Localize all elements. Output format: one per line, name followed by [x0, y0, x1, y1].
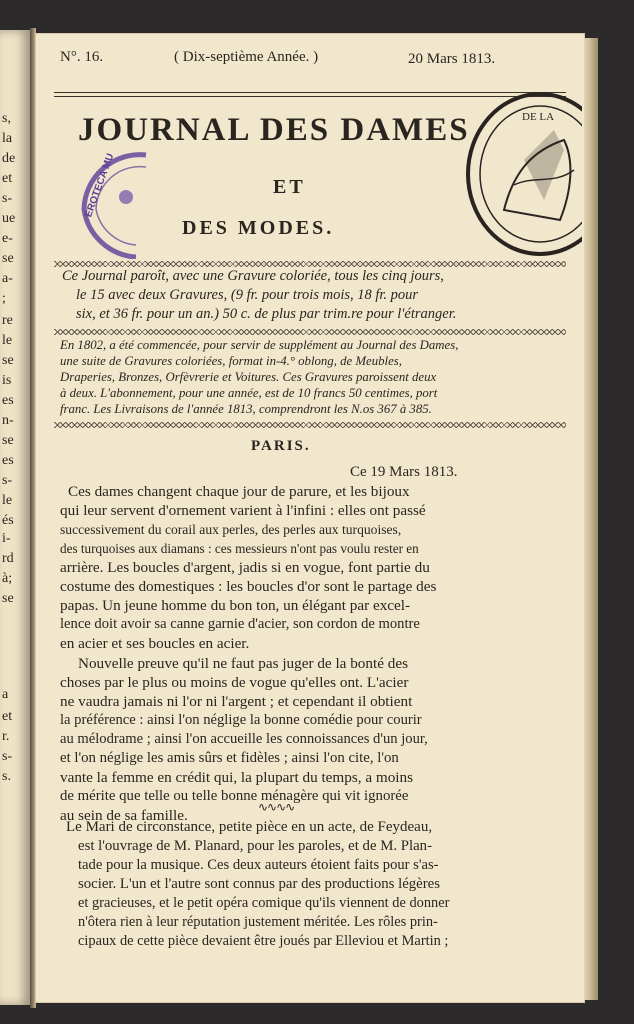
ornament-rule-3 — [54, 422, 566, 428]
article-line: n'ôtera rien à leur réputation justement méritée. Les rôles prin- — [78, 914, 438, 930]
supplement-line-3: Draperies, Bronzes, Orfèvrerie et Voitures. Ces Gravures paroissent deux — [60, 370, 437, 384]
facing-page-fragment: le — [2, 333, 13, 348]
facing-page-fragment: s, — [2, 111, 11, 126]
notice-line-2: le 15 avec deux Gravures, (9 fr. pour trois mois, 18 fr. pour — [76, 287, 419, 303]
article-line: qui leur servent d'ornement varient à l'infini : elles ont passé — [60, 502, 426, 519]
article-line: papas. Un jeune homme du bon ton, un élégant par excel- — [60, 597, 411, 614]
facing-page-fragment: s. — [2, 769, 11, 784]
facing-page-fragment: r. — [2, 729, 10, 744]
facing-page-fragment: ue — [2, 211, 16, 226]
supplement-line-2: une suite de Gravures coloriées, format in-4.° oblong, de Meubles, — [60, 354, 402, 368]
article-line: des turquoises aux diamans : ces messieurs n'ont pas voulu rester en — [60, 541, 419, 556]
article-line: successivement du corail aux perles, des perles aux turquoises, — [60, 522, 402, 537]
facing-page-fragment: s- — [2, 749, 13, 764]
facing-page-fragment: es — [2, 393, 14, 408]
article-line: est l'ouvrage de M. Planard, pour les paroles, et de M. Plan- — [78, 838, 433, 854]
article-line: socier. L'un et l'autre sont connus par des productions légères — [78, 876, 441, 892]
ornament-rule-1 — [54, 261, 566, 267]
masthead-conjunction: ET — [273, 176, 306, 198]
facing-page-fragment: n- — [2, 413, 14, 428]
page-edge — [584, 38, 598, 1000]
facing-page-fragment: is — [2, 373, 12, 388]
facing-page-fragment: a — [2, 687, 9, 702]
article-line: vante la femme en crédit qui, la plupart du temps, a moins — [60, 769, 414, 786]
issue-date: 20 Mars 1813. — [408, 51, 496, 67]
facing-page-fragment: ; — [2, 291, 6, 306]
facing-page-fragment: la — [2, 131, 13, 146]
article-line: choses par le plus ou moins de vogue qu'elles ont. L'acier — [60, 674, 409, 691]
facing-page-fragment: es — [2, 453, 14, 468]
facing-page-fragment: et — [2, 171, 13, 186]
article-line: la préférence : ainsi l'on néglige la bonne comédie pour courir — [60, 712, 422, 728]
facing-page-fragment: rd — [2, 551, 14, 566]
article-line: au sein de sa famille. — [60, 807, 188, 824]
notice-line-1: Ce Journal paroît, avec une Gravure coloriée, tous les cinq jours, — [62, 268, 444, 284]
article-line: tade pour la musique. Ces deux auteurs étoient faits pour s'as- — [78, 857, 439, 873]
library-stamp-text: EROTECA MU — [83, 152, 117, 219]
dateline: Ce 19 Mars 1813. — [350, 464, 458, 480]
facing-page-fragment: se — [2, 433, 14, 448]
facing-page-fragment: és — [2, 513, 14, 528]
article-line: ne vaudra jamais ni l'or ni l'argent ; et cependant il obtient — [60, 693, 413, 710]
facing-page-fragment: se — [2, 591, 14, 606]
facing-page-fragment: s- — [2, 473, 13, 488]
article-line: et gracieuses, et le petit opéra comique qu'ils viennent de donner — [78, 895, 450, 911]
year-label: ( Dix-septième Année. ) — [174, 49, 319, 65]
library-stamp — [76, 149, 158, 259]
masthead-subtitle: DES MODES. — [182, 217, 335, 239]
facing-page-fragment: i- — [2, 531, 11, 546]
city-heading: PARIS. — [251, 438, 311, 454]
facing-page-fragment: a- — [2, 271, 13, 286]
facing-page-fragment: et — [2, 709, 13, 724]
facing-page-fragment: se — [2, 353, 14, 368]
facing-page-fragment: le — [2, 493, 13, 508]
masthead-title: JOURNAL DES DAMES — [78, 112, 470, 148]
article-line: arrière. Les boucles d'argent, jadis si en vogue, font partie du — [60, 559, 430, 576]
supplement-line-4: à deux. L'abonnement, pour une année, est de 10 francs 50 centimes, port — [60, 386, 438, 400]
facing-page-fragment: de — [2, 151, 16, 166]
facing-page-fragment: s- — [2, 191, 13, 206]
article-line: Ces dames changent chaque jour de parure, et les bijoux — [68, 483, 410, 500]
article-line: costume des domestiques : les boucles d'or sont le partage des — [60, 578, 437, 595]
article-line: lence doit avoir sa canne garnie d'acier, son cordon de montre — [60, 616, 420, 632]
supplement-line-1: En 1802, a été commencée, pour servir de supplément au Journal des Dames, — [60, 338, 459, 352]
article-line: cipaux de cette pièce devaient être joués par Elleviou et Martin ; — [78, 933, 449, 949]
notice-line-3: six, et 36 fr. pour un an.) 50 c. de plus par trim.re pour l'étranger. — [76, 306, 457, 322]
article-line: Nouvelle preuve qu'il ne faut pas juger de la bonté des — [78, 655, 409, 672]
newspaper-page — [36, 34, 584, 1002]
section-ornament: ∿∿∿∿ — [258, 800, 295, 814]
facing-page-fragment: e- — [2, 231, 13, 246]
facing-page-fragment: se — [2, 251, 14, 266]
issue-number: N°. 16. — [60, 49, 104, 65]
seal-stamp — [464, 90, 582, 258]
facing-page-fragment: à; — [2, 571, 13, 586]
supplement-line-5: franc. Les Livraisons de l'année 1813, comprendront les N.os 367 à 385. — [60, 402, 432, 416]
seal-stamp-text: DE LA — [522, 111, 555, 123]
article-line: et l'on néglige les amis sûrs et fidèles ; ainsi l'on cite, l'on — [60, 750, 399, 766]
facing-page — [0, 30, 30, 1005]
ornament-rule-2 — [54, 329, 566, 335]
article-line: de mérite que telle ou telle bonne ménagère qui vit ignorée — [60, 788, 409, 804]
article-line: au mélodrame ; ainsi l'on accueille les connoissances d'un jour, — [60, 731, 428, 747]
article-line: Le Mari de circonstance, petite pièce en un acte, de Feydeau, — [66, 819, 433, 835]
article-line: en acier et ses boucles en acier. — [60, 635, 250, 652]
facing-page-fragment: re — [2, 313, 13, 328]
